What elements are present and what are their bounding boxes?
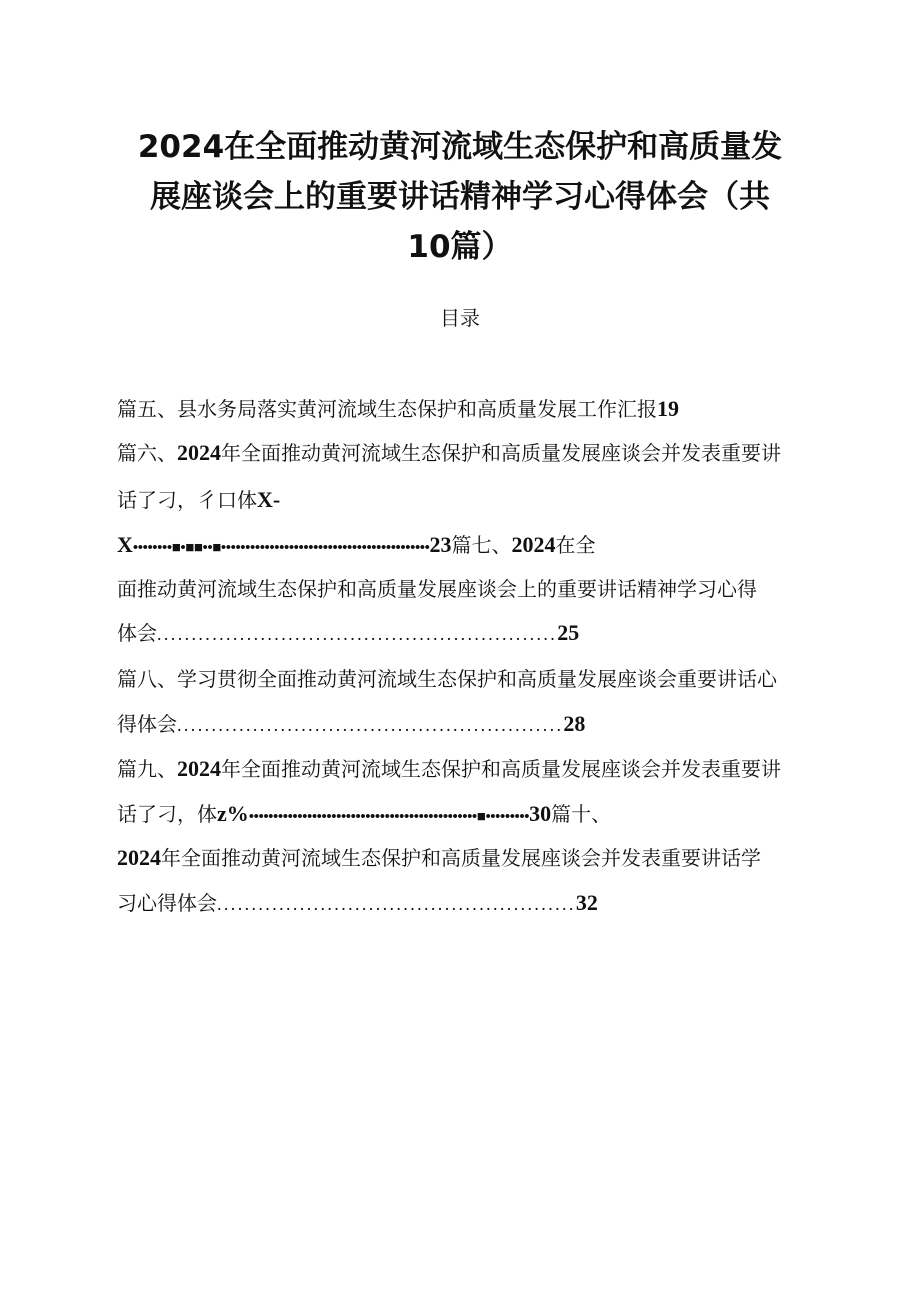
toc-line [117,709,585,739]
toc-line [117,664,777,694]
toc-text: 篇十、 [551,802,612,826]
toc-text: 在全 [555,533,596,557]
toc-text: 篇八、学习贯彻全面推动黄河流域生态保护和高质量发展座谈会重要讲话心 [117,667,777,691]
toc-text: 话了刁，彳口体 [117,488,257,512]
toc-year: 2024 [511,532,556,557]
toc-line [117,438,781,468]
toc-line [117,754,781,784]
toc-leader: .................................................... [217,894,576,914]
toc-text: 篇九、 [117,757,177,781]
toc-heading: 目录 [440,306,480,330]
toc-page-number: 19 [657,396,679,421]
toc-line [117,843,761,873]
toc-leader: •••••••••••••••••••••••••••••••••••••••••••••••■••••••••• [248,809,530,825]
toc-year: 2024 [177,756,221,781]
toc-leader: ........................................................ [177,715,564,735]
toc-text: 篇七、 [451,533,512,557]
toc-text: 年全面推动黄河流域生态保护和高质量发展座谈会并发表重要讲话学 [161,846,761,870]
title-line-1: 2024在全面推动黄河流域生态保护和高质量发 [137,129,783,165]
toc-text: 篇六、 [117,441,177,465]
toc-text: 得体会 [117,712,177,736]
toc-text: 体会 [117,621,157,645]
toc-text: 年全面推动黄河流域生态保护和高质量发展座谈会并发表重要讲 [221,441,781,465]
toc-line [117,799,611,829]
title-line-2: 展座谈会上的重要讲话精神学习心得体会（共 [150,179,770,215]
toc-line [117,574,757,604]
toc-page-number: 23 [429,532,452,557]
title-line-3: 10篇） [407,229,513,265]
toc-page-number: 28 [563,711,586,736]
toc-line [117,888,598,918]
toc-text: 话了刁，体 [117,802,217,826]
toc-leader: .......................................................... [157,624,558,644]
toc-page-number: 30 [529,801,552,826]
toc-page-number: 25 [557,620,580,645]
toc-line [117,394,679,424]
toc-line [117,618,579,648]
toc-garbled-text: z% [217,801,249,826]
toc-line [117,485,280,515]
document-title [120,122,800,272]
toc-text: 篇五、县水务局落实黄河流域生态保护和高质量发展工作汇报 [117,397,657,421]
toc-page-number: 32 [575,890,598,915]
toc-leader: ••••••••■•■■••■••••••••••••••••••••••••••••••••••••••••••• [132,540,430,556]
toc-year: 2024 [177,440,221,465]
toc-text: 年全面推动黄河流域生态保护和高质量发展座谈会并发表重要讲 [221,757,781,781]
toc-line [117,530,596,560]
toc-text: 面推动黄河流域生态保护和高质量发展座谈会上的重要讲话精神学习心得 [117,577,757,601]
toc-garbled-text: X- [257,487,281,512]
toc-garbled-text: X [117,532,133,557]
toc-text: 习心得体会 [117,891,217,915]
toc-year: 2024 [117,845,161,870]
